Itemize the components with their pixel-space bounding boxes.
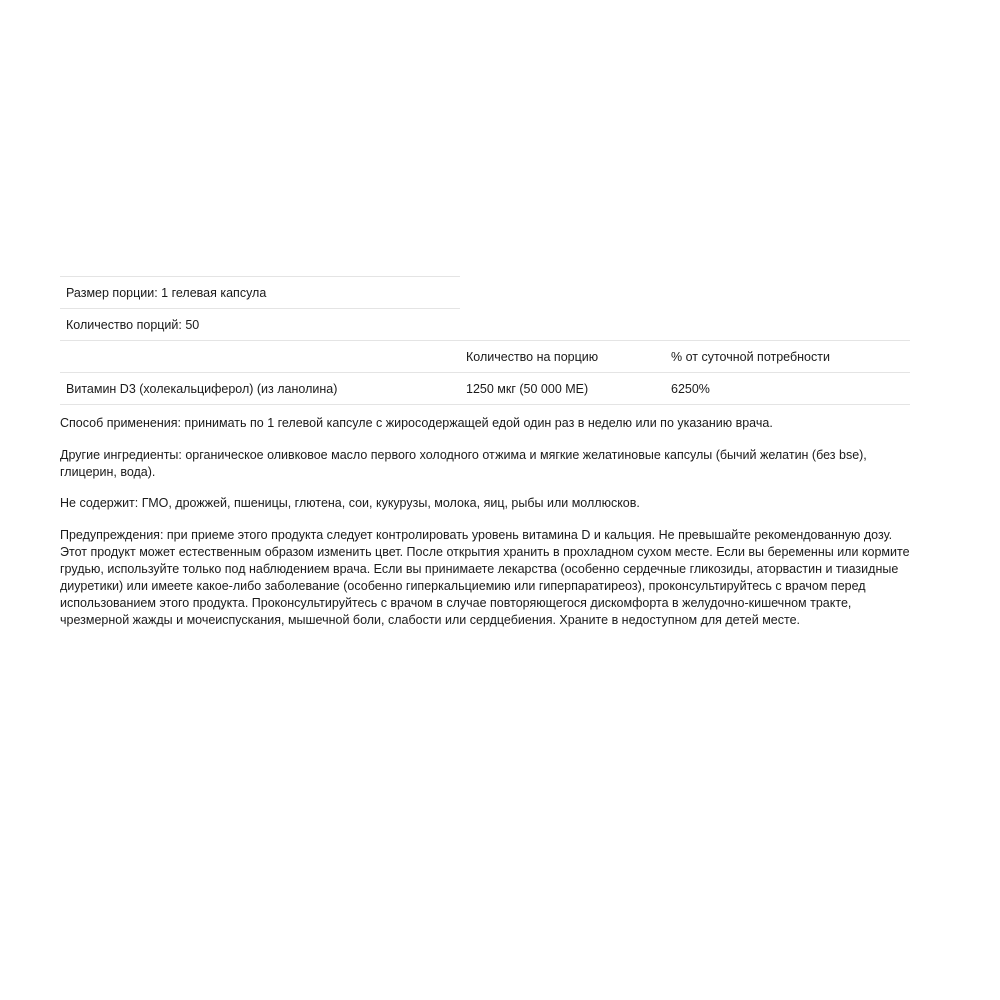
nutrient-name: Витамин D3 (холекальциферол) (из ланолина) xyxy=(66,382,338,396)
usage-paragraph: Способ применения: принимать по 1 гелевой капсуле с жиросодержащей едой один раз в неделю или по указанию врача. xyxy=(60,416,773,430)
free-of-paragraph: Не содержит: ГМО, дрожжей, пшеницы, глютена, сои, кукурузы, молока, яиц, рыбы или моллюсков. xyxy=(60,496,640,510)
supplement-facts-table xyxy=(60,276,910,405)
serving-size-text: Размер порции: 1 гелевая капсула xyxy=(66,286,267,300)
nutrient-amount: 1250 мкг (50 000 МЕ) xyxy=(466,382,589,396)
warnings-paragraph: Предупреждения: при приеме этого продукта следует контролировать уровень витамина D и кальция. Не превышайте рекомендованную дозу. Этот продукт может естественным образом изменить цвет. После открытия хранить в прохладном сухом месте. Если вы беременны или кормите грудью, используйте только под наблюдением врача. Если вы принимаете лекарства (особенно сердечные гликозиды, аторвастин и тиазидные диуретики) или имеете какое-либо заболевание (особенно гиперкальциемию или гиперпаратиреоз), проконсультируйтесь с врачом перед использованием этого продукта. Проконсультируйтесь с врачом в случае повторяющегося дискомфорта в желудочно-кишечном тракте, чрезмерной жажды и мочеиспускания, мышечной боли, слабости или сердцебиения. Храните в недоступном для детей месте. xyxy=(60,528,910,627)
other-ingredients-paragraph: Другие ингредиенты: органическое оливковое масло первого холодного отжима и мягкие желатиновые капсулы (бычий желатин (без bse), глицерин, вода). xyxy=(60,448,867,479)
amount-per-serving-header: Количество на порцию xyxy=(466,350,599,364)
servings-per-container-text: Количество порций: 50 xyxy=(66,318,200,332)
table-header-row xyxy=(60,340,910,372)
nutrient-daily-value: 6250% xyxy=(671,382,710,396)
daily-value-header: % от суточной потребности xyxy=(671,350,830,364)
table-row xyxy=(60,372,910,405)
servings-per-container-row xyxy=(60,308,460,340)
serving-size-row xyxy=(60,276,460,308)
